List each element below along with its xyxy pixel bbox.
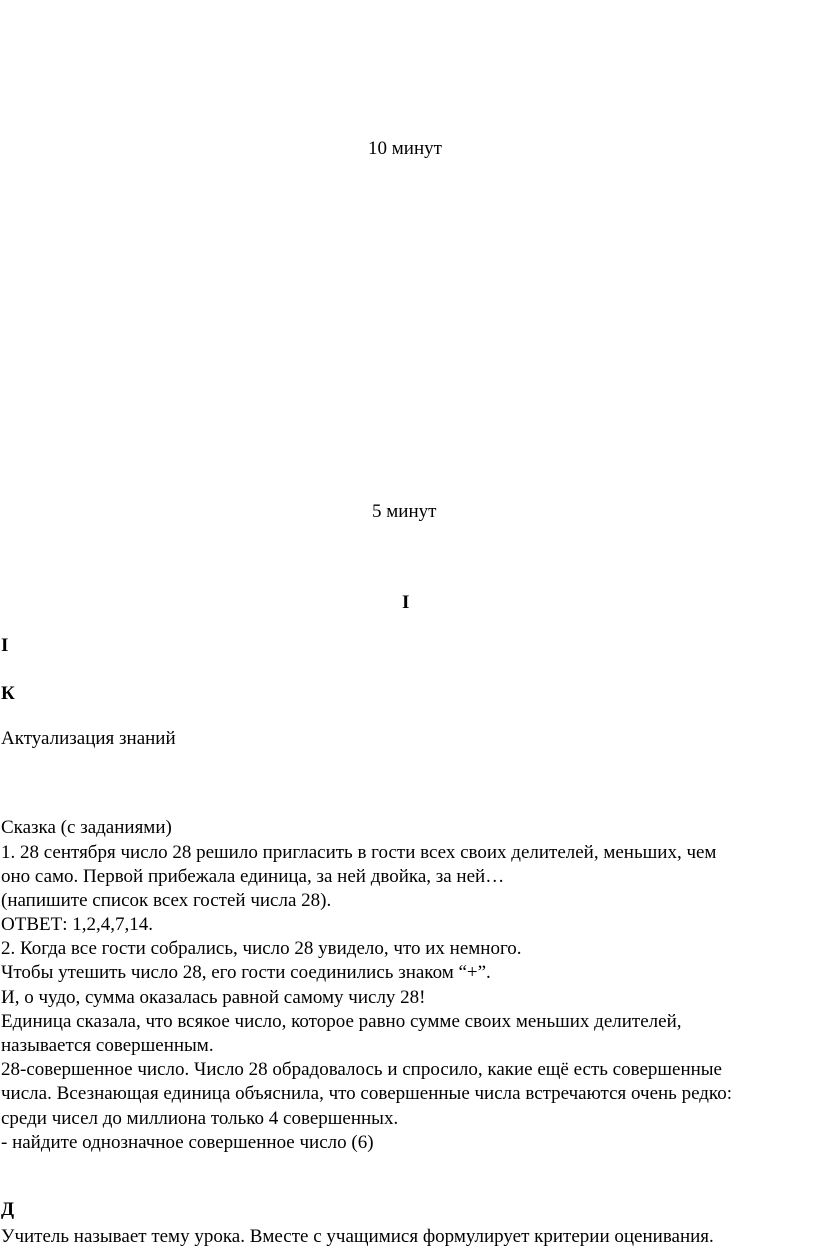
- story-answer: ОТВЕТ: 1,2,4,7,14.: [1, 914, 153, 935]
- story-line: Чтобы утешить число 28, его гости соединились знаком “+”.: [1, 962, 491, 983]
- heading-i: I: [1, 635, 9, 656]
- story-line: Единица сказала, что всякое число, которое равно сумме своих меньших делителей,: [1, 1011, 682, 1032]
- story-line: оно само. Первой прибежала единица, за ней двойка, за ней…: [1, 866, 505, 887]
- story-line: среди чисел до миллиона только 4 совершенных.: [1, 1108, 399, 1129]
- story-line: называется совершенным.: [1, 1035, 214, 1056]
- story-line: числа. Всезнающая единица объяснила, что совершенные числа встречаются очень редко:: [1, 1083, 732, 1104]
- story-task: - найдите однозначное совершенное число (6): [1, 1132, 374, 1153]
- story-line: И, о чудо, сумма оказалась равной самому числу 28!: [1, 987, 426, 1008]
- time-label-5-minutes: 5 минут: [372, 501, 437, 522]
- story-title: Сказка (с заданиями): [1, 817, 172, 838]
- story-line: 1. 28 сентября число 28 решило пригласить в гости всех своих делителей, меньших, чем: [1, 842, 717, 863]
- heading-k: К: [1, 683, 15, 704]
- time-label-10-minutes: 10 минут: [368, 138, 442, 159]
- story-line: 2. Когда все гости собрались, число 28 увидело, что их немного.: [1, 938, 522, 959]
- story-line: 28-совершенное число. Число 28 обрадовалось и спросило, какие ещё есть совершенные: [1, 1059, 722, 1080]
- story-line: (напишите список всех гостей числа 28).: [1, 890, 332, 911]
- roman-marker-letter: I: [402, 592, 410, 613]
- section-title: Актуализация знаний: [1, 728, 176, 749]
- heading-d: Д: [1, 1199, 15, 1220]
- roman-marker: [396, 592, 409, 614]
- teacher-line: Учитель называет тему урока. Вместе с учащимися формулирует критерии оценивания.: [1, 1226, 714, 1247]
